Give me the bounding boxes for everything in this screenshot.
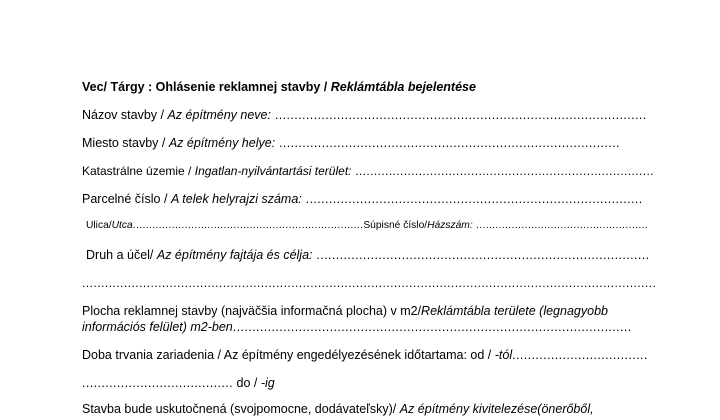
field-nazov-stavby xyxy=(82,108,647,123)
druh-label-sk: Druh a účel/ xyxy=(86,248,157,262)
street-label-sk: Ulica/ xyxy=(86,220,112,231)
house-number-label-hu: Házszám: xyxy=(427,220,473,231)
plocha-dots: ....................................................................................................... xyxy=(232,320,632,334)
stavba-label-sk: Stavba bude uskutočnená (svojpomocne, dodávateľsky)/ xyxy=(82,402,400,416)
field-dots: ................................................................................................ xyxy=(270,108,647,122)
field-dots: ....................................................................................... xyxy=(301,192,643,206)
do-label-sk: do / xyxy=(233,376,261,390)
field-stavba-uskutocnena xyxy=(82,402,594,417)
field-do xyxy=(82,376,275,391)
field-miesto-stavby xyxy=(82,136,620,151)
doba-label-hu: -tól xyxy=(494,348,513,362)
plocha-label-hu: Reklámtábla területe (legnagyobb xyxy=(421,304,608,318)
subject-line xyxy=(82,80,476,95)
doba-label-sk: Doba trvania zariadenia / Az építmény engedélyezésének időtartama: od / xyxy=(82,348,495,362)
do-dots: ....................................... xyxy=(82,376,234,390)
house-number-label-sk: Súpisné číslo/ xyxy=(363,220,428,231)
field-label-hu: Az építmény helye: xyxy=(168,136,276,150)
dots-continuation-line xyxy=(82,276,656,291)
druh-dots: ...................................................................................... xyxy=(312,248,650,262)
field-label-hu: A telek helyrajzi száma: xyxy=(170,192,302,206)
plocha-label-sk: Plocha reklamnej stavby (najväčšia informačná plocha) v m2/ xyxy=(82,304,422,318)
druh-label-hu: Az építmény fajtája és célja: xyxy=(156,248,313,262)
field-druh-ucel xyxy=(86,248,649,263)
continuation-dots: ....................................................................................................................................................... xyxy=(82,276,657,290)
street-label-hu: Utca xyxy=(111,220,133,231)
field-label-sk: Parcelné číslo / xyxy=(82,192,171,206)
plocha-label-hu-cont: információs felület) m2-ben xyxy=(82,320,233,334)
field-ulica xyxy=(86,220,648,232)
field-doba-trvania xyxy=(82,348,648,363)
street-dots: ....................................................................... xyxy=(132,220,364,231)
field-label-hu: Az építmény neve: xyxy=(167,108,271,122)
subject-label: Vec/ Tárgy : Ohlásenie reklamnej stavby / xyxy=(82,80,331,94)
field-dots: ................................................................................ xyxy=(351,164,654,178)
subject-label-hu: Reklámtábla bejelentése xyxy=(330,80,476,94)
field-katastralne-uzemie xyxy=(82,164,654,178)
stavba-label-hu: Az építmény kivitelezése(önerőből, xyxy=(399,402,594,416)
field-label-sk: Názov stavby / xyxy=(82,108,168,122)
field-plocha xyxy=(82,304,608,319)
field-label-sk: Miesto stavby / xyxy=(82,136,169,150)
do-label-hu: -ig xyxy=(260,376,275,390)
field-dots: ........................................................................................ xyxy=(275,136,620,150)
field-plocha-cont xyxy=(82,320,632,335)
field-label-hu: Ingatlan-nyilvántartási terület: xyxy=(194,164,352,178)
doba-dots: ................................... xyxy=(512,348,648,362)
house-number-dots: ..................................................... xyxy=(472,220,649,231)
field-label-sk: Katastrálne územie / xyxy=(82,164,195,178)
field-parcelne-cislo xyxy=(82,192,643,207)
